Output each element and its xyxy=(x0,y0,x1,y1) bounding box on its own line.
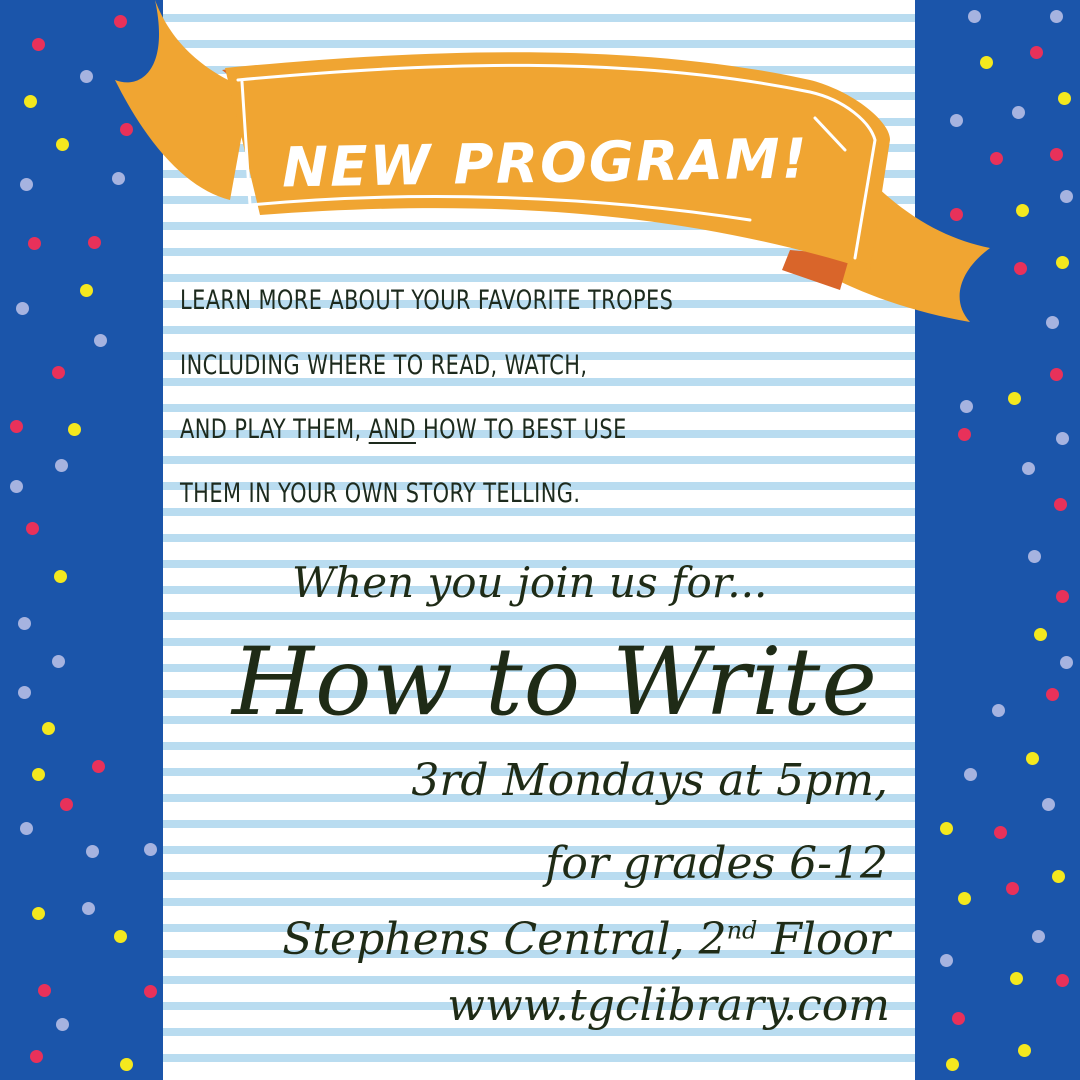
intro-line-3 xyxy=(180,414,627,446)
website-link[interactable]: www.tgclibrary.com xyxy=(447,980,890,1031)
intro-line-3-start: AND PLAY THEM, xyxy=(180,414,369,445)
schedule-text: 3rd Mondays at 5pm, xyxy=(411,755,888,806)
location-name: Stephens Central, 2 xyxy=(282,914,727,965)
banner-title: NEW PROGRAM! xyxy=(281,126,810,200)
intro-line-3-emphasis: AND xyxy=(368,414,416,445)
intro-line-1: LEARN MORE ABOUT YOUR FAVORITE TROPES xyxy=(180,285,674,316)
intro-line-3-end: HOW TO BEST USE xyxy=(415,414,627,445)
intro-line-4: THEM IN YOUR OWN STORY TELLING. xyxy=(180,478,581,509)
location-ordinal: nd xyxy=(726,916,758,945)
program-title: How to Write xyxy=(232,628,878,737)
join-text: When you join us for... xyxy=(292,558,768,607)
location-floor: Floor xyxy=(757,914,890,965)
intro-line-2: INCLUDING WHERE TO READ, WATCH, xyxy=(180,350,588,381)
location-text xyxy=(282,914,890,965)
grades-text: for grades 6-12 xyxy=(545,838,888,889)
